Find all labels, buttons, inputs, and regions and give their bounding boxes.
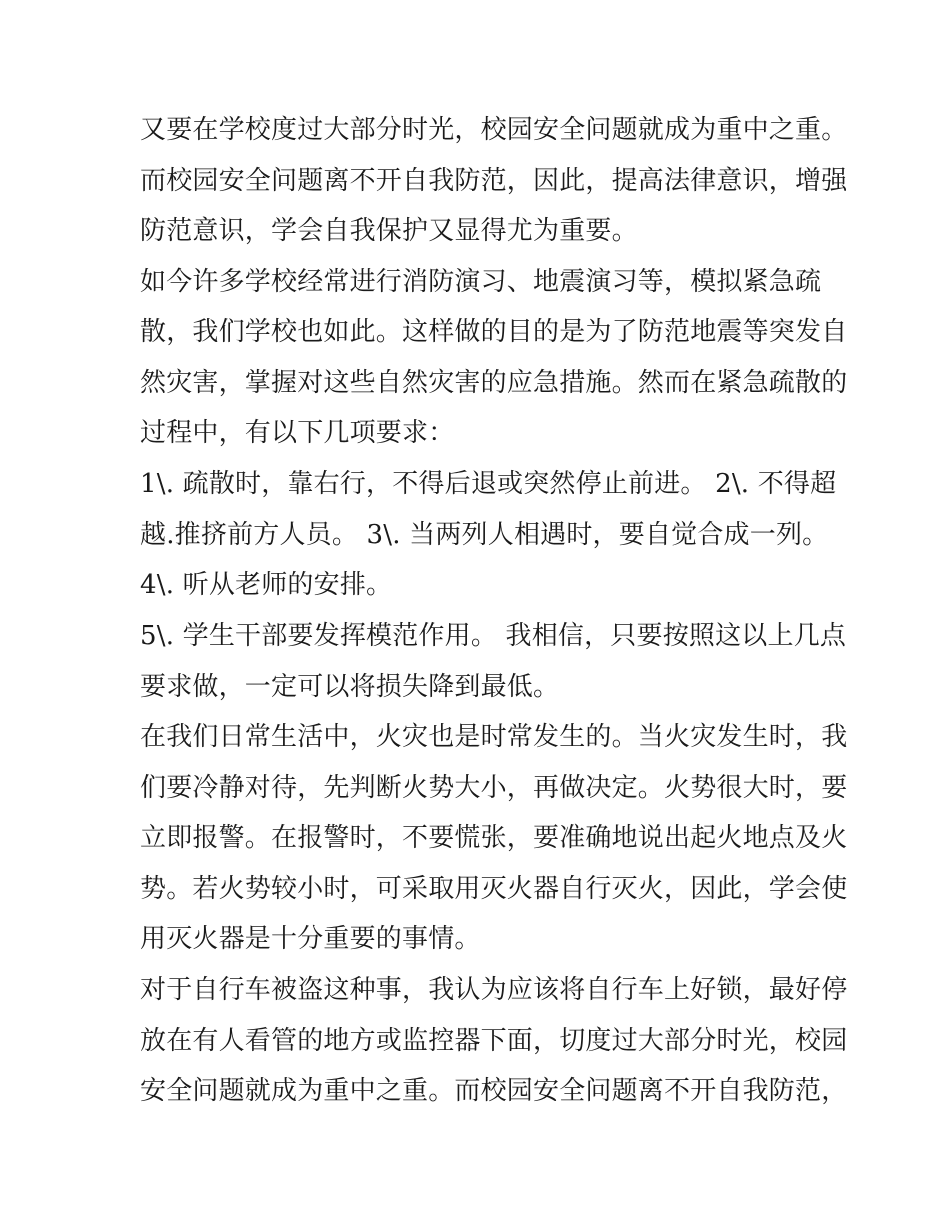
text-line: 对于自行车被盗这种事，我认为应该将自行车上好锁，最好停 — [140, 975, 848, 1005]
text-line: 然灾害，掌握对这些自然灾害的应急措施。然而在紧急疏散的 — [140, 368, 848, 398]
text-line: 们要冷静对待，先判断火势大小，再做决定。火势很大时，要 — [140, 773, 848, 803]
text-line: 立即报警。在报警时，不要慌张，要准确地说出起火地点及火 — [140, 823, 848, 853]
text-line: 用灭火器是十分重要的事情。 — [140, 924, 481, 954]
text-line: 放在有人看管的地方或监控器下面，切度过大部分时光，校园 — [140, 1026, 848, 1056]
text-line: 如今许多学校经常进行消防演习、地震演习等，模拟紧急疏 — [140, 267, 822, 297]
text-line: 而校园安全问题离不开自我防范，因此，提高法律意识，增强 — [140, 166, 848, 196]
text-line: 散，我们学校也如此。这样做的目的是为了防范地震等突发自 — [140, 317, 848, 347]
text-line: 1\. 疏散时，靠右行，不得后退或突然停止前进。 2\. 不得超 — [140, 469, 837, 499]
text-line: 要求做，一定可以将损失降到最低。 — [140, 672, 560, 702]
text-line: 安全问题就成为重中之重。而校园安全问题离不开自我防范， — [140, 1076, 848, 1106]
text-line: 5\. 学生干部要发挥模范作用。 我相信，只要按照这以上几点 — [140, 621, 847, 651]
text-line: 在我们日常生活中，火灾也是时常发生的。当火灾发生时，我 — [140, 722, 848, 752]
text-line: 4\. 听从老师的安排。 — [140, 570, 393, 600]
text-line: 过程中，有以下几项要求： — [140, 418, 455, 448]
text-line: 防范意识，学会自我保护又显得尤为重要。 — [140, 216, 638, 246]
text-line: 越.推挤前方人员。 3\. 当两列人相遇时，要自觉合成一列。 — [140, 520, 829, 550]
text-line: 又要在学校度过大部分时光，校园安全问题就成为重中之重。 — [140, 115, 848, 145]
text-line: 势。若火势较小时，可采取用灭火器自行灭火，因此，学会使 — [140, 874, 848, 904]
